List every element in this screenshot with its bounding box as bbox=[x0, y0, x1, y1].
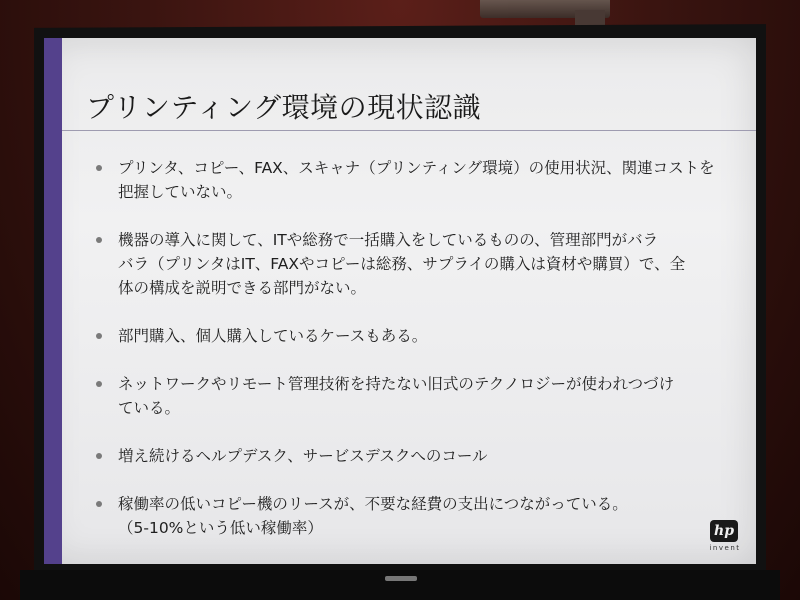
bullet-item bbox=[96, 324, 716, 348]
bullet-dot-icon bbox=[96, 501, 102, 507]
slide-accent-bar bbox=[44, 38, 62, 564]
bullet-list bbox=[96, 156, 716, 564]
bullet-dot-icon bbox=[96, 165, 102, 171]
bullet-text-line: 部門購入、個人購入しているケースもある。 bbox=[118, 327, 428, 345]
bullet-text-line: 把握していない。 bbox=[118, 183, 243, 201]
screen-bottom-knob bbox=[385, 576, 417, 581]
bullet-dot-icon bbox=[96, 237, 102, 243]
bullet-dot-icon bbox=[96, 333, 102, 339]
ceiling-fixture bbox=[480, 0, 610, 18]
bullet-item bbox=[96, 492, 716, 540]
screen-bottom-bar bbox=[20, 570, 780, 600]
bullet-text-line: 体の構成を説明できる部門がない。 bbox=[118, 279, 367, 297]
hp-logo bbox=[704, 516, 748, 558]
bullet-text-line: 稼働率の低いコピー機のリースが、不要な経費の支出につながっている。 bbox=[118, 495, 628, 513]
bullet-text-line: ている。 bbox=[118, 399, 181, 417]
bullet-text-line: プリンタ、コピー、FAX、スキャナ（プリンティング環境）の使用状況、関連コストを bbox=[118, 159, 715, 177]
bullet-item bbox=[96, 372, 716, 420]
bullet-text-line: 機器の導入に関して、ITや総務で一括購入をしているものの、管理部門がバラ bbox=[118, 231, 659, 249]
bullet-item bbox=[96, 444, 716, 468]
bullet-text-line: （5-10%という低い稼働率） bbox=[118, 519, 323, 537]
hp-logo-tagline: invent bbox=[709, 544, 741, 552]
bullet-text-line: 増え続けるヘルプデスク、サービスデスクへのコール bbox=[118, 447, 488, 465]
title-divider bbox=[62, 130, 756, 131]
slide bbox=[44, 38, 756, 564]
slide-title: プリンティング環境の現状認識 bbox=[86, 91, 482, 124]
bullet-text-line: ネットワークやリモート管理技術を持たない旧式のテクノロジーが使われつづけ bbox=[118, 375, 675, 393]
hp-logo-mark: hp bbox=[710, 520, 738, 542]
bullet-item bbox=[96, 228, 716, 300]
bullet-item bbox=[96, 156, 716, 204]
bullet-text-line: バラ（プリンタはIT、FAXやコピーは総務、サプライの購入は資材や購買）で、全 bbox=[118, 255, 686, 273]
bullet-dot-icon bbox=[96, 453, 102, 459]
bullet-dot-icon bbox=[96, 381, 102, 387]
